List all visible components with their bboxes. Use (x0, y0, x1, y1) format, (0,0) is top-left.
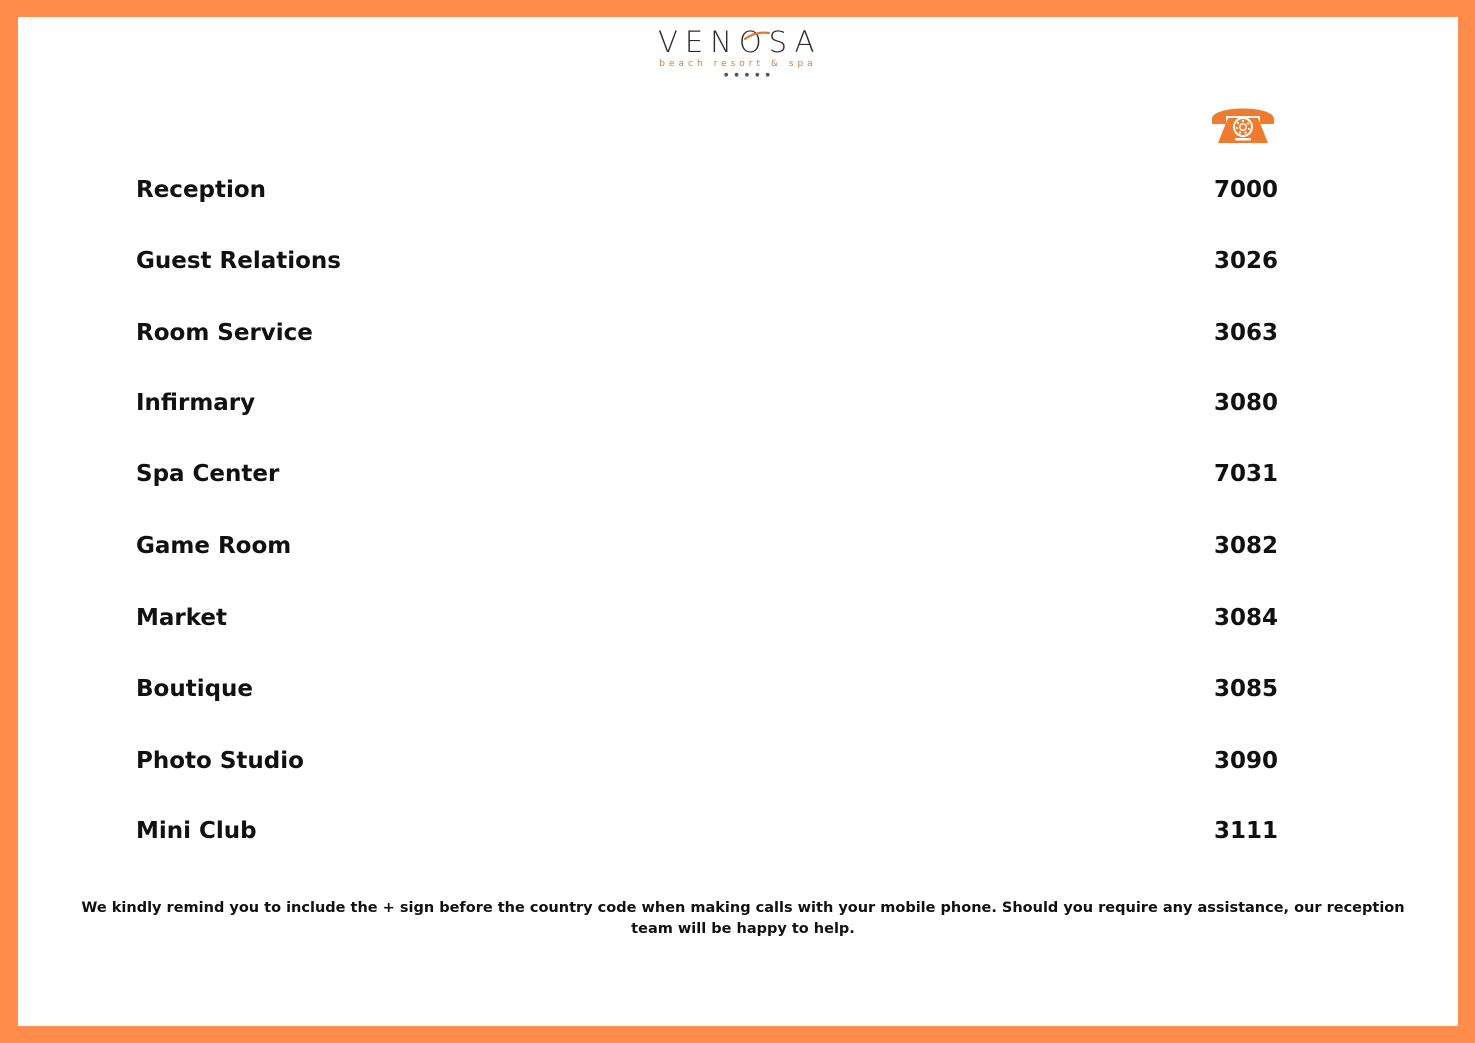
extension-number: 7000 (1213, 177, 1278, 203)
department-name: Boutique (136, 676, 254, 702)
logo-swoosh-icon (744, 31, 770, 41)
logo-stars: ●●●●● (724, 72, 776, 78)
directory-row (136, 814, 1296, 848)
extension-number: 3080 (1213, 390, 1278, 416)
extension-number: 3063 (1213, 320, 1278, 346)
directory-row (136, 173, 1296, 207)
department-name: Infirmary (136, 390, 256, 416)
department-name: Room Service (136, 320, 313, 346)
department-name: Reception (136, 177, 267, 203)
extension-number: 3026 (1213, 248, 1278, 274)
directory-row (136, 386, 1296, 420)
directory-row (136, 244, 1296, 278)
directory-row (136, 601, 1296, 635)
logo-tagline: beach resort & spa (659, 59, 817, 69)
telephone-icon (1208, 99, 1278, 147)
department-name: Guest Relations (136, 248, 342, 274)
extension-number: 3085 (1213, 676, 1278, 702)
page (18, 17, 1458, 1026)
department-name: Mini Club (136, 818, 257, 844)
extension-number: 3082 (1213, 533, 1278, 559)
directory-row (136, 316, 1296, 350)
department-name: Photo Studio (136, 748, 304, 774)
department-name: Game Room (136, 533, 292, 559)
directory-row (136, 672, 1296, 706)
extension-number: 3090 (1213, 748, 1278, 774)
directory-row (136, 457, 1296, 491)
department-name: Market (136, 605, 228, 631)
directory-row (136, 529, 1296, 563)
extension-number: 3084 (1213, 605, 1278, 631)
extension-number: 3111 (1213, 818, 1278, 844)
extension-number: 7031 (1213, 461, 1278, 487)
logo-wordmark: VENOSA (658, 25, 822, 59)
department-name: Spa Center (136, 461, 280, 487)
venosa-logo (658, 25, 822, 78)
directory-row (136, 744, 1296, 778)
mobile-call-reminder: We kindly remind you to include the + sign before the country code when making calls with your mobile phone. Should you require any assistance, our reception team will be happy to help. (81, 900, 1405, 937)
